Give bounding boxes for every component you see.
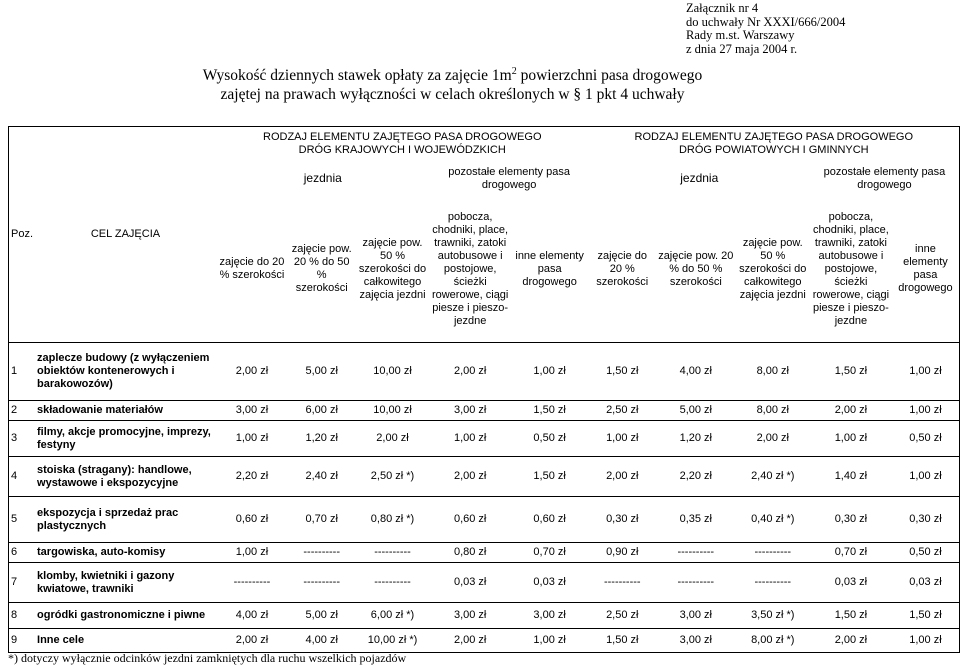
rate-cell: 2,00 zł: [216, 343, 288, 401]
rate-cell: 3,00 zł: [430, 401, 511, 421]
rate-cell: ----------: [736, 563, 810, 603]
rate-cell: 6,00 zł: [288, 401, 355, 421]
rate-cell: 4,00 zł: [656, 343, 736, 401]
rate-cell: 1,20 zł: [288, 421, 355, 457]
header-sub-20-50: zajęcie pow. 20 % do 50 % szerokości: [658, 249, 734, 288]
rate-cell: 2,00 zł: [355, 421, 429, 457]
rate-cell: 2,00 zł: [216, 629, 288, 653]
rate-cell: 1,20 zł: [656, 421, 736, 457]
rate-cell: 8,00 zł: [736, 401, 810, 421]
rate-cell: 2,20 zł: [216, 457, 288, 497]
document-title: [0, 62, 905, 104]
rate-cell: 0,30 zł: [589, 497, 656, 543]
row-poz: 6: [9, 543, 36, 563]
table-row: [9, 401, 960, 421]
rate-cell: 3,00 zł: [430, 603, 511, 629]
rate-cell: 8,00 zł: [736, 343, 810, 401]
rate-cell: 2,50 zł: [589, 401, 656, 421]
rate-cell: 1,00 zł: [511, 343, 589, 401]
row-poz: 2: [9, 401, 36, 421]
rate-cell: ----------: [736, 543, 810, 563]
row-poz: 9: [9, 629, 36, 653]
row-purpose: filmy, akcje promocyjne, imprezy, festyny: [35, 421, 216, 457]
rate-cell: 5,00 zł: [656, 401, 736, 421]
rate-cell: 6,00 zł *): [355, 603, 429, 629]
rate-cell: 2,40 zł *): [736, 457, 810, 497]
header-sub-20-50: zajęcie pow. 20 % do 50 % szerokości: [291, 243, 352, 295]
rate-cell: 0,70 zł: [810, 543, 892, 563]
rate-cell: 2,00 zł: [810, 629, 892, 653]
header-group-krajowe: RODZAJ ELEMENTU ZAJĘTEGO PASA DROGOWEGO DRÓG KRAJOWYCH I WOJEWÓDZKICH: [216, 127, 589, 161]
fee-table: [8, 126, 960, 653]
row-poz: 1: [9, 343, 36, 401]
rate-cell: 3,50 zł *): [736, 603, 810, 629]
rate-cell: 10,00 zł: [355, 343, 429, 401]
rate-cell: 5,00 zł: [288, 343, 355, 401]
rate-cell: 0,80 zł *): [355, 497, 429, 543]
header-pozostale: pozostałe elementy pasa drogowego: [448, 165, 570, 191]
rate-cell: 0,70 zł: [511, 543, 589, 563]
rate-cell: 0,50 zł: [892, 543, 960, 563]
table-row: [9, 543, 960, 563]
rate-cell: 3,00 zł: [656, 629, 736, 653]
row-poz: 3: [9, 421, 36, 457]
rate-cell: 1,00 zł: [810, 421, 892, 457]
header-pozostale: pozostałe elementy pasa drogowego: [810, 161, 960, 197]
rate-cell: 0,60 zł: [430, 497, 511, 543]
rate-cell: ----------: [656, 563, 736, 603]
row-poz: 8: [9, 603, 36, 629]
rate-cell: 2,00 zł: [736, 421, 810, 457]
rate-cell: 1,00 zł: [511, 629, 589, 653]
rate-cell: 1,00 zł: [430, 421, 511, 457]
rate-cell: 1,00 zł: [892, 457, 960, 497]
rate-cell: 2,00 zł: [589, 457, 656, 497]
rate-cell: 1,50 zł: [589, 343, 656, 401]
rate-cell: 0,50 zł: [892, 421, 960, 457]
rate-cell: 0,30 zł: [892, 497, 960, 543]
header-sub-50-100: zajęcie pow. 50 % szerokości do całkowitego zajęcia jezdni: [739, 236, 807, 301]
header-sub-20: zajęcie do 20 % szerokości: [596, 249, 649, 288]
rate-cell: 4,00 zł: [216, 603, 288, 629]
header-jezdnia: jezdnia: [303, 171, 342, 185]
rate-cell: 0,03 zł: [892, 563, 960, 603]
rate-cell: 1,40 zł: [810, 457, 892, 497]
rate-cell: 1,50 zł: [511, 401, 589, 421]
rate-cell: 0,35 zł: [656, 497, 736, 543]
rate-cell: 1,00 zł: [216, 421, 288, 457]
rate-cell: 1,00 zł: [892, 629, 960, 653]
rate-cell: ----------: [589, 563, 656, 603]
header-sub-20: zajęcie do 20 % szerokości: [219, 256, 285, 282]
title-line-2: zajętej na prawach wyłączności w celach określonych w § 1 pkt 4 uchwały: [220, 86, 685, 104]
row-purpose: składowanie materiałów: [35, 401, 216, 421]
rate-cell: 10,00 zł *): [355, 629, 429, 653]
rate-cell: 0,70 zł: [288, 497, 355, 543]
rate-cell: 0,60 zł: [511, 497, 589, 543]
rate-cell: 2,20 zł: [656, 457, 736, 497]
title-line-1: Wysokość dziennych stawek opłaty za zajęcie $1m^2$ powierzchni pasa drogowego: [202, 66, 703, 85]
header-group-powiatowe: RODZAJ ELEMENTU ZAJĘTEGO PASA DROGOWEGO DRÓG POWIATOWYCH I GMINNYCH: [589, 127, 960, 161]
rate-cell: 2,40 zł: [288, 457, 355, 497]
rate-cell: 1,50 zł: [810, 603, 892, 629]
header-sub-inne: inne elementy pasa drogowego: [515, 249, 584, 288]
rate-cell: 2,50 zł *): [355, 457, 429, 497]
row-poz: 5: [9, 497, 36, 543]
table-row: [9, 457, 960, 497]
header-cel: CEL ZAJĘCIA: [35, 127, 216, 343]
row-purpose: ogródki gastronomiczne i piwne: [35, 603, 216, 629]
table-row: [9, 497, 960, 543]
footnote: *) dotyczy wyłącznie odcinków jezdni zamkniętych dla ruchu wszelkich pojazdów: [8, 651, 407, 665]
rate-cell: ----------: [288, 563, 355, 603]
row-purpose: zaplecze budowy (z wyłączeniem obiektów kontenerowych i barakowozów): [35, 343, 216, 401]
header-sub-50-100: zajęcie pow. 50 % szerokości do całkowitego zajęcia jezdni: [358, 236, 427, 301]
row-purpose: targowiska, auto-komisy: [35, 543, 216, 563]
header-poz: Poz.: [9, 127, 36, 343]
annex-line: Załącznik nr 4: [686, 1, 759, 15]
rate-cell: 2,00 zł: [430, 629, 511, 653]
rate-cell: 1,00 zł: [892, 343, 960, 401]
rate-cell: 2,00 zł: [810, 401, 892, 421]
table-row: [9, 421, 960, 457]
rate-cell: ----------: [355, 543, 429, 563]
header-jezdnia: jezdnia: [680, 171, 719, 185]
rate-cell: 0,03 zł: [430, 563, 511, 603]
rate-cell: 1,50 zł: [511, 457, 589, 497]
row-purpose: stoiska (stragany): handlowe, wystawowe i ekspozycyjne: [35, 457, 216, 497]
rate-cell: 10,00 zł: [355, 401, 429, 421]
row-purpose: klomby, kwietniki i gazony kwiatowe, trawniki: [35, 563, 216, 603]
row-poz: 7: [9, 563, 36, 603]
rate-cell: ----------: [288, 543, 355, 563]
header-sub-pobocza: pobocza, chodniki, place, trawniki, zatoki autobusowe i postojowe, ścieżki rowerowe, ciągi piesze i pieszo-jezdne: [431, 210, 509, 327]
rate-cell: 2,00 zł: [430, 457, 511, 497]
rate-cell: 3,00 zł: [656, 603, 736, 629]
rate-cell: 5,00 zł: [288, 603, 355, 629]
rate-cell: 1,50 zł: [589, 629, 656, 653]
annex-line: Rady m.st. Warszawy: [686, 28, 795, 42]
row-purpose: ekspozycja i sprzedaż prac plastycznych: [35, 497, 216, 543]
rate-cell: 1,00 zł: [892, 401, 960, 421]
header-sub-inne: inne elementy pasa drogowego: [892, 197, 960, 343]
rate-cell: 2,50 zł: [589, 603, 656, 629]
rate-cell: 0,40 zł *): [736, 497, 810, 543]
table-row: [9, 629, 960, 653]
rate-cell: 0,80 zł: [430, 543, 511, 563]
annex-line: z dnia 27 maja 2004 r.: [686, 41, 798, 56]
rate-cell: 4,00 zł: [288, 629, 355, 653]
rate-cell: 0,30 zł: [810, 497, 892, 543]
annex-line: do uchwały Nr XXXI/666/2004: [686, 14, 846, 29]
rate-cell: 1,00 zł: [589, 421, 656, 457]
row-purpose: Inne cele: [35, 629, 216, 653]
rate-cell: ----------: [216, 563, 288, 603]
header-sub-pobocza: pobocza, chodniki, place, trawniki, zatoki autobusowe i postojowe, ścieżki rowerowe, ciągi piesze i pieszo-jezdne: [812, 210, 890, 327]
rate-cell: 1,00 zł: [216, 543, 288, 563]
rate-cell: 0,03 zł: [511, 563, 589, 603]
rate-cell: 3,00 zł: [216, 401, 288, 421]
rate-cell: 0,60 zł: [216, 497, 288, 543]
rate-cell: ----------: [355, 563, 429, 603]
rate-cell: 3,00 zł: [511, 603, 589, 629]
rate-cell: 0,03 zł: [810, 563, 892, 603]
annex-note: [686, 2, 845, 56]
table-row: [9, 563, 960, 603]
rate-cell: 1,50 zł: [810, 343, 892, 401]
table-row: [9, 343, 960, 401]
rate-cell: 8,00 zł *): [736, 629, 810, 653]
rate-cell: 0,50 zł: [511, 421, 589, 457]
rate-cell: 2,00 zł: [430, 343, 511, 401]
row-poz: 4: [9, 457, 36, 497]
table-row: [9, 603, 960, 629]
rate-cell: 0,90 zł: [589, 543, 656, 563]
rate-cell: 1,50 zł: [892, 603, 960, 629]
rate-cell: ----------: [656, 543, 736, 563]
